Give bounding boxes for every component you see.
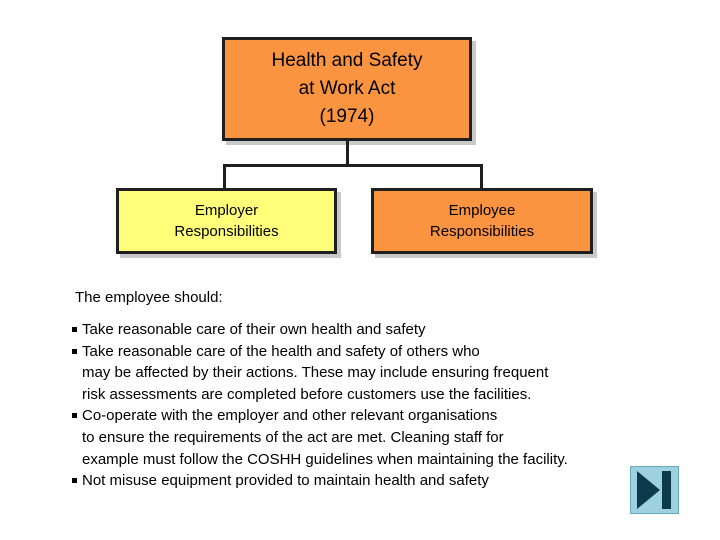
list-item <box>72 405 632 470</box>
employee-responsibilities-box[interactable]: Employee Responsibilities <box>371 188 593 254</box>
list-item <box>72 470 632 492</box>
list-item-text: Co-operate with the employer and other relevant organisations to ensure the requirements of the act are met. Cleaning staff for example must follow the COSHH guidelines when maintaining the facility. <box>82 407 568 468</box>
next-slide-button[interactable] <box>630 466 679 514</box>
connector-right-drop <box>480 164 483 188</box>
connector-vertical <box>346 141 349 166</box>
list-item <box>72 319 632 341</box>
responsibility-list <box>72 319 632 492</box>
employer-responsibilities-box[interactable]: Employer Responsibilities <box>116 188 337 254</box>
list-item <box>72 341 632 406</box>
bullet-icon <box>72 349 77 354</box>
section-heading: The employee should: <box>75 289 223 306</box>
bullet-icon <box>72 327 77 332</box>
list-item-text: Take reasonable care of the health and safety of others who may be affected by their actions. These may include ensuring frequent risk assessments are completed before customers use the facilities. <box>82 342 549 403</box>
bullet-icon <box>72 413 77 418</box>
list-item-text: Not misuse equipment provided to maintain health and safety <box>82 472 489 490</box>
bullet-icon <box>72 478 77 483</box>
connector-horizontal <box>223 164 483 167</box>
connector-left-drop <box>223 164 226 188</box>
act-title-box: Health and Safety at Work Act (1974) <box>222 37 472 141</box>
skip-next-icon <box>631 467 678 513</box>
list-item-text: Take reasonable care of their own health and safety <box>82 321 426 338</box>
